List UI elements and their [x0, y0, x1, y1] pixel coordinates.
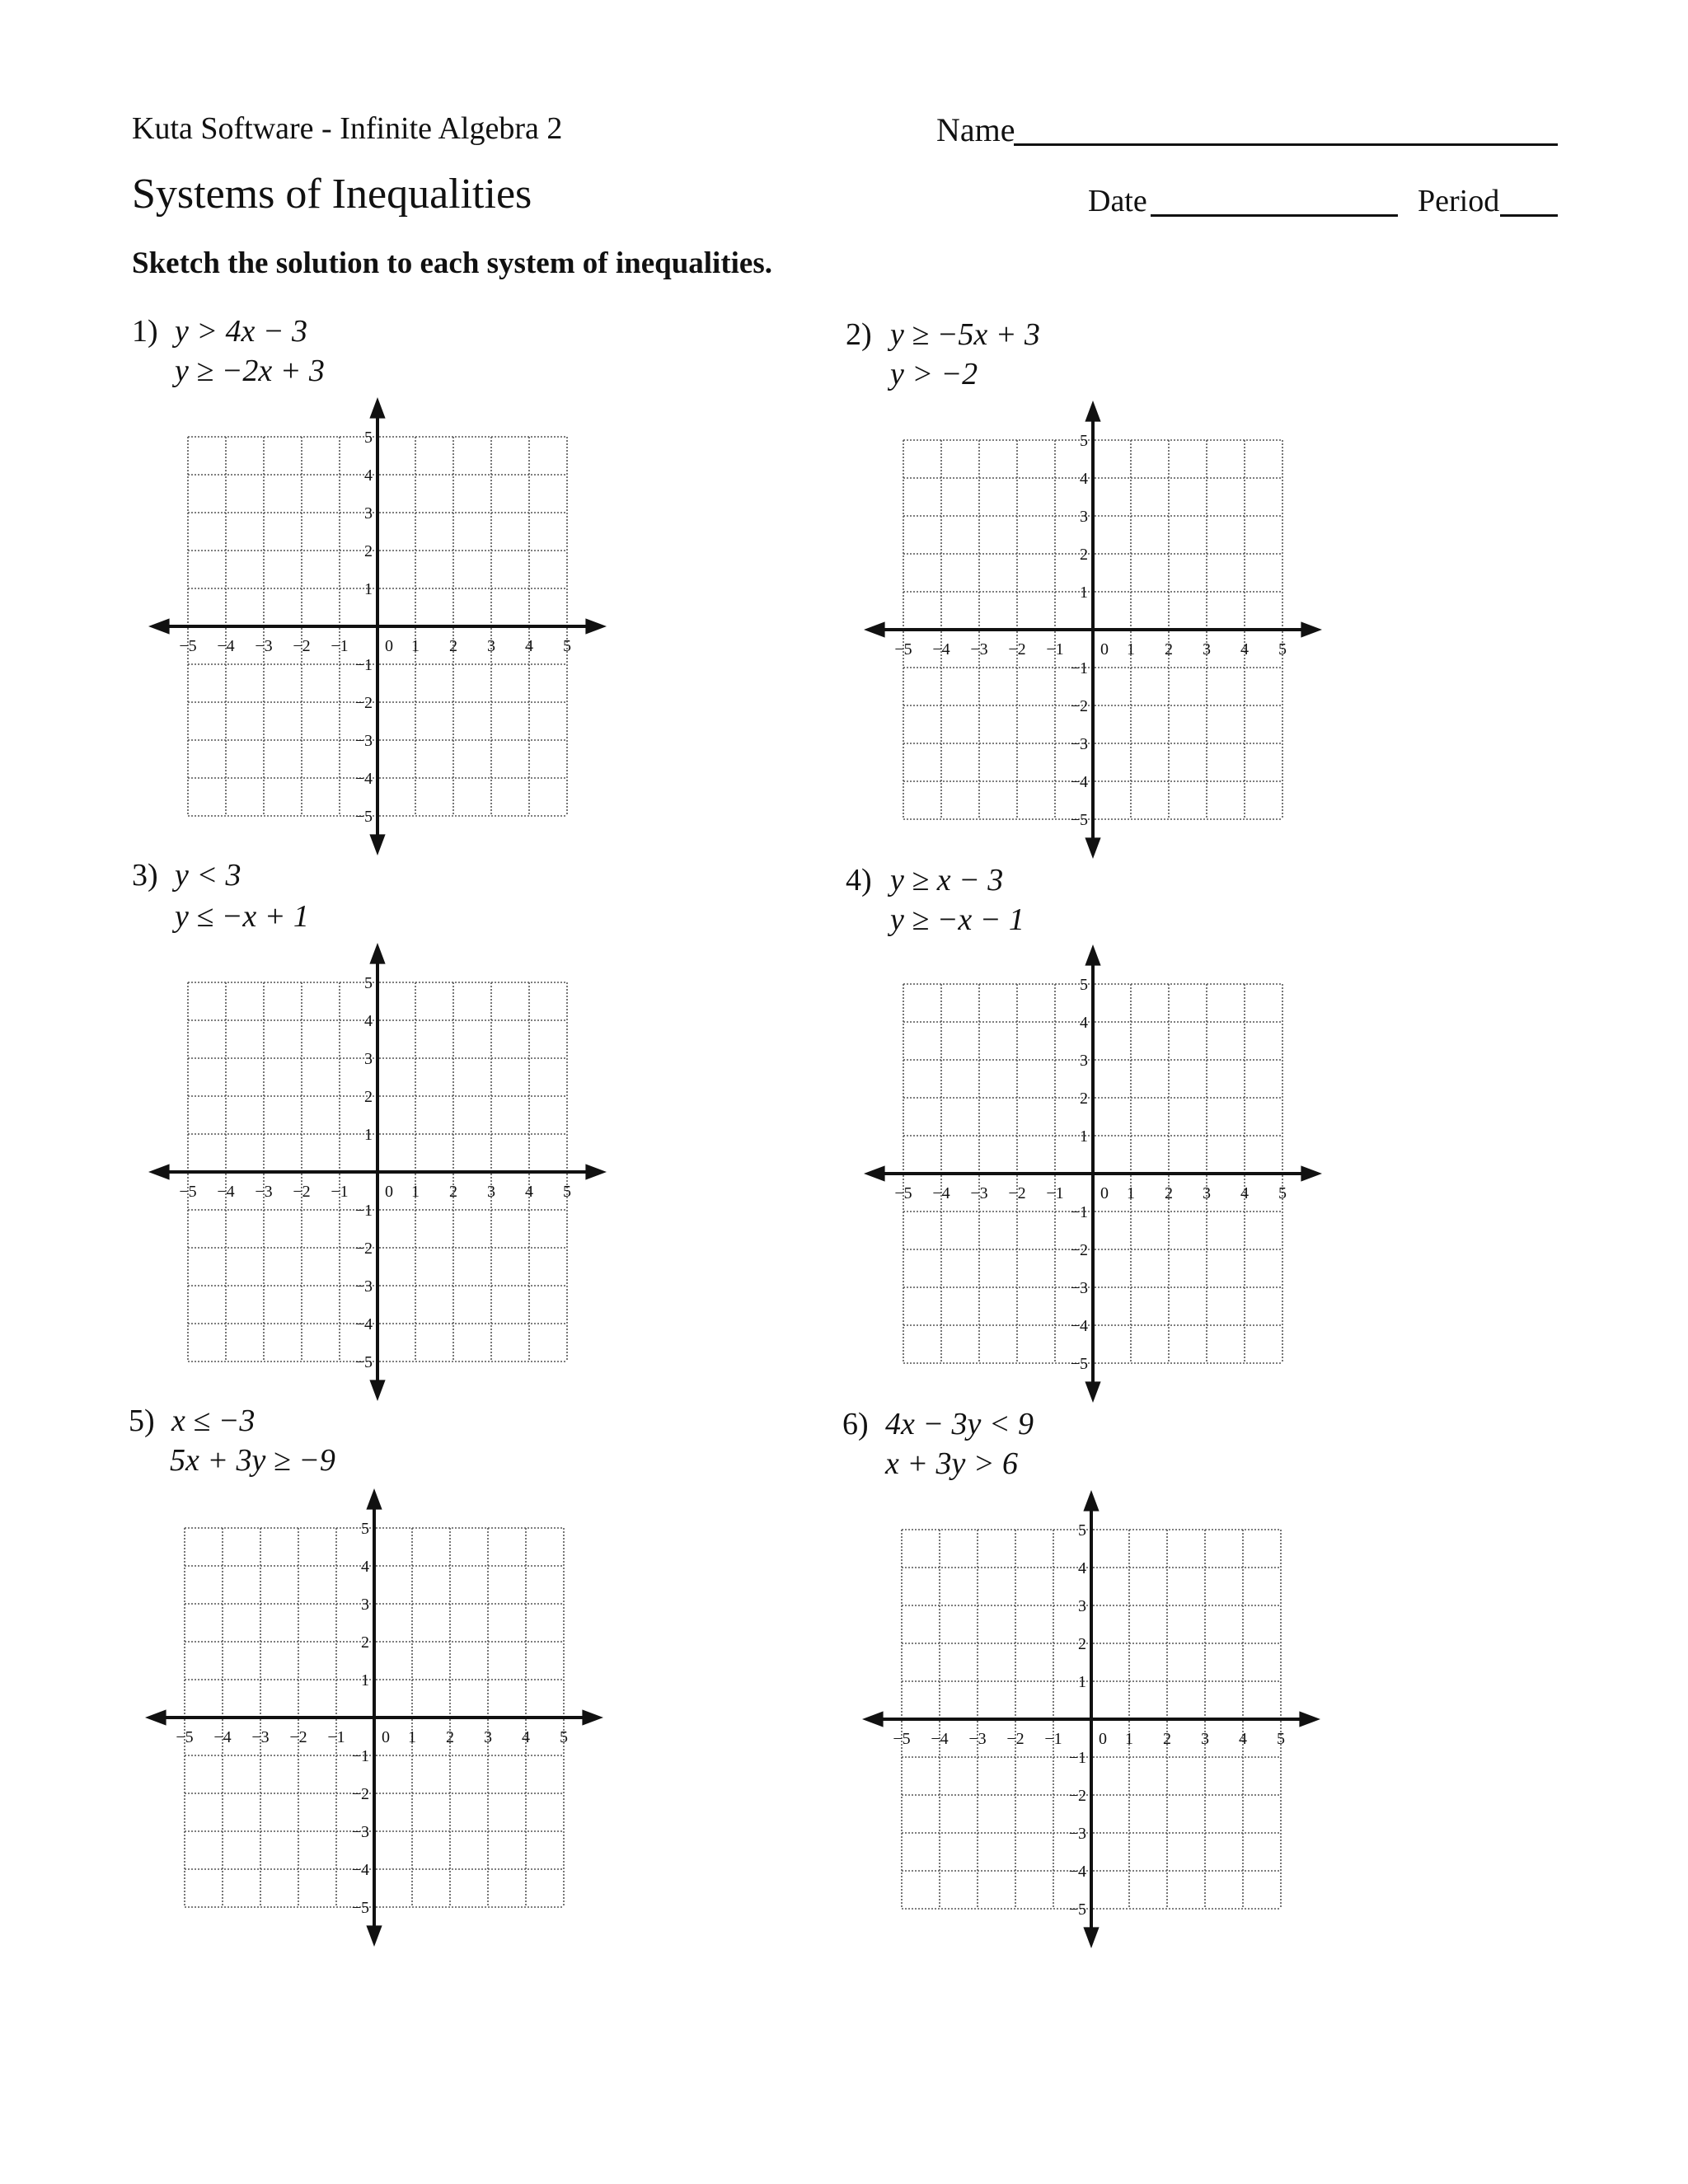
x-tick-label: −4: [213, 1728, 232, 1746]
x-tick-label: 3: [1201, 1730, 1209, 1748]
x-tick-label: 3: [487, 637, 495, 655]
x-tick-label: 4: [1240, 1184, 1249, 1202]
problem-1-inequality-1: y > 4x − 3: [175, 314, 308, 349]
y-tick-label: −3: [354, 732, 373, 750]
y-tick-label: −4: [1068, 1863, 1086, 1881]
grid-6: [862, 1490, 1320, 1948]
problem-3-number: 3): [132, 858, 158, 893]
problem-5-inequality-1: x ≤ −3: [171, 1404, 256, 1438]
y-tick-label: 5: [364, 429, 373, 447]
y-tick-label: 5: [364, 974, 373, 992]
y-tick-label: −4: [1070, 773, 1088, 791]
y-tick-label: −4: [1070, 1317, 1088, 1335]
arrow-down-icon: [366, 1925, 382, 1947]
arrow-left-icon: [145, 1709, 166, 1725]
x-tick-label: 3: [1203, 1184, 1211, 1202]
y-tick-label: 3: [364, 504, 373, 523]
date-label: Date: [1088, 184, 1147, 218]
x-tick-label: −5: [893, 1730, 911, 1748]
x-tick-label: 0: [385, 1183, 393, 1201]
x-tick-label: 4: [1239, 1730, 1247, 1748]
x-tick-label: 0: [1100, 640, 1109, 658]
y-tick-label: 5: [1078, 1521, 1086, 1540]
grid-2: [864, 401, 1322, 859]
x-tick-label: −5: [179, 637, 197, 655]
x-tick-label: −2: [1006, 1730, 1025, 1748]
x-tick-label: 1: [1127, 640, 1135, 658]
problem-6-number: 6): [842, 1407, 869, 1441]
y-tick-label: 1: [361, 1671, 369, 1690]
x-tick-label: −1: [1044, 1730, 1062, 1748]
software-name: Kuta Software - Infinite Algebra 2: [132, 111, 563, 146]
grid-5: [145, 1488, 603, 1947]
x-tick-label: 3: [484, 1728, 492, 1746]
y-tick-label: −1: [1068, 1749, 1086, 1767]
x-tick-label: −1: [327, 1728, 345, 1746]
problem-3-inequality-1: y < 3: [175, 858, 241, 893]
x-tick-label: −3: [255, 1183, 273, 1201]
arrow-up-icon: [366, 1488, 382, 1510]
x-tick-label: −2: [293, 637, 311, 655]
arrow-right-icon: [1299, 1711, 1320, 1727]
y-tick-label: −5: [354, 808, 373, 826]
arrow-right-icon: [585, 618, 607, 634]
y-tick-label: 2: [361, 1633, 369, 1652]
y-tick-label: 1: [364, 1126, 373, 1144]
y-tick-label: 4: [1078, 1559, 1086, 1577]
arrow-left-icon: [864, 1165, 885, 1181]
y-tick-label: 3: [1080, 1052, 1088, 1070]
x-tick-label: −5: [894, 1184, 912, 1202]
x-tick-label: −2: [1008, 640, 1026, 658]
x-tick-label: 2: [449, 637, 457, 655]
y-tick-label: −5: [354, 1353, 373, 1371]
y-tick-label: −3: [354, 1277, 373, 1296]
x-tick-label: 4: [1240, 640, 1249, 658]
x-tick-label: −5: [894, 640, 912, 658]
x-tick-label: 0: [1099, 1730, 1107, 1748]
y-tick-label: −5: [351, 1899, 369, 1917]
x-tick-label: 3: [1203, 640, 1211, 658]
arrow-left-icon: [864, 621, 885, 637]
y-tick-label: 4: [1080, 470, 1088, 488]
x-tick-label: 5: [1278, 640, 1287, 658]
y-tick-label: −1: [1070, 659, 1088, 677]
y-tick-label: −5: [1070, 1355, 1088, 1373]
arrow-down-icon: [369, 834, 385, 855]
instructions: Sketch the solution to each system of inequalities.: [132, 246, 772, 280]
y-tick-label: 2: [1080, 1090, 1088, 1108]
y-tick-label: 1: [1080, 583, 1088, 602]
worksheet-title: Systems of Inequalities: [132, 171, 532, 218]
x-tick-label: 1: [408, 1728, 416, 1746]
x-tick-label: −4: [217, 637, 235, 655]
problem-4-inequality-1: y ≥ x − 3: [890, 863, 1004, 898]
arrow-up-icon: [1085, 944, 1100, 966]
arrow-left-icon: [862, 1711, 884, 1727]
y-tick-label: −2: [1070, 697, 1088, 715]
grid-1: [148, 397, 607, 855]
x-tick-label: 1: [1125, 1730, 1133, 1748]
arrow-right-icon: [585, 1164, 607, 1179]
x-tick-label: −2: [289, 1728, 307, 1746]
y-tick-label: 1: [1080, 1127, 1088, 1146]
y-tick-label: 3: [361, 1596, 369, 1614]
x-tick-label: 2: [1165, 1184, 1173, 1202]
problem-2-number: 2): [846, 317, 872, 352]
x-tick-label: 5: [563, 1183, 571, 1201]
period-label: Period: [1418, 184, 1500, 218]
y-tick-label: 4: [364, 466, 373, 485]
y-tick-label: 5: [361, 1520, 369, 1538]
y-tick-label: 2: [364, 542, 373, 560]
y-tick-label: 5: [1080, 976, 1088, 994]
y-tick-label: −1: [354, 1202, 373, 1220]
y-tick-label: 3: [1080, 508, 1088, 526]
x-tick-label: 2: [449, 1183, 457, 1201]
x-tick-label: 0: [385, 637, 393, 655]
x-tick-label: 2: [1163, 1730, 1171, 1748]
y-tick-label: −5: [1070, 811, 1088, 829]
y-tick-label: 2: [1080, 546, 1088, 564]
x-tick-label: −1: [1046, 1184, 1064, 1202]
problem-2-inequality-1: y ≥ −5x + 3: [890, 317, 1040, 352]
y-tick-label: −5: [1068, 1900, 1086, 1919]
x-tick-label: 1: [411, 637, 420, 655]
x-tick-label: −4: [932, 640, 950, 658]
grid-3: [148, 943, 607, 1401]
arrow-up-icon: [369, 943, 385, 964]
x-tick-label: −5: [179, 1183, 197, 1201]
x-tick-label: 4: [525, 637, 533, 655]
y-tick-label: −1: [351, 1747, 369, 1765]
y-tick-label: 3: [364, 1050, 373, 1068]
arrow-right-icon: [582, 1709, 603, 1725]
problem-6-inequality-1: 4x − 3y < 9: [885, 1407, 1034, 1441]
y-tick-label: 1: [1078, 1673, 1086, 1691]
y-tick-label: 3: [1078, 1597, 1086, 1615]
x-tick-label: −3: [970, 1184, 988, 1202]
x-tick-label: −4: [931, 1730, 949, 1748]
y-tick-label: 2: [1078, 1635, 1086, 1653]
grid-4: [864, 944, 1322, 1403]
arrow-left-icon: [148, 1164, 170, 1179]
arrow-up-icon: [1083, 1490, 1099, 1511]
x-tick-label: 3: [487, 1183, 495, 1201]
y-tick-label: 4: [364, 1012, 373, 1030]
y-tick-label: −2: [1070, 1241, 1088, 1259]
problem-1-inequality-2: y ≥ −2x + 3: [175, 354, 325, 388]
y-tick-label: −2: [354, 694, 373, 712]
y-tick-label: −2: [354, 1240, 373, 1258]
y-tick-label: 4: [361, 1558, 369, 1576]
x-tick-label: 5: [563, 637, 571, 655]
x-tick-label: −1: [331, 637, 349, 655]
name-label: Name: [936, 111, 1015, 148]
arrow-down-icon: [1085, 1381, 1100, 1403]
problem-6-inequality-2: x + 3y > 6: [885, 1446, 1019, 1481]
x-tick-label: 5: [1277, 1730, 1285, 1748]
y-tick-label: −1: [1070, 1203, 1088, 1221]
y-tick-label: −4: [351, 1861, 369, 1879]
y-tick-label: −3: [1070, 1279, 1088, 1297]
x-tick-label: −4: [932, 1184, 950, 1202]
arrow-up-icon: [1085, 401, 1100, 422]
problem-5-inequality-2: 5x + 3y ≥ −9: [170, 1443, 335, 1478]
problem-3-inequality-2: y ≤ −x + 1: [175, 899, 309, 934]
arrow-down-icon: [1083, 1927, 1099, 1948]
x-tick-label: −3: [970, 640, 988, 658]
x-tick-label: 2: [1165, 640, 1173, 658]
x-tick-label: 0: [382, 1728, 390, 1746]
arrow-down-icon: [369, 1380, 385, 1401]
arrow-left-icon: [148, 618, 170, 634]
x-tick-label: 1: [1127, 1184, 1135, 1202]
x-tick-label: −5: [176, 1728, 194, 1746]
y-tick-label: 1: [364, 580, 373, 598]
y-tick-label: 4: [1080, 1014, 1088, 1032]
arrow-up-icon: [369, 397, 385, 419]
y-tick-label: −4: [354, 1315, 373, 1333]
x-tick-label: −3: [255, 637, 273, 655]
y-tick-label: −3: [1068, 1825, 1086, 1843]
y-tick-label: −3: [351, 1823, 369, 1841]
y-tick-label: 2: [364, 1088, 373, 1106]
arrow-right-icon: [1301, 621, 1322, 637]
x-tick-label: 0: [1100, 1184, 1109, 1202]
arrow-right-icon: [1301, 1165, 1322, 1181]
y-tick-label: −3: [1070, 735, 1088, 753]
y-tick-label: −1: [354, 656, 373, 674]
y-tick-label: 5: [1080, 432, 1088, 450]
x-tick-label: 1: [411, 1183, 420, 1201]
x-tick-label: 5: [560, 1728, 568, 1746]
arrow-down-icon: [1085, 837, 1100, 859]
x-tick-label: −1: [331, 1183, 349, 1201]
problem-1-number: 1): [132, 314, 158, 349]
x-tick-label: 2: [446, 1728, 454, 1746]
x-tick-label: −3: [251, 1728, 270, 1746]
x-tick-label: −4: [217, 1183, 235, 1201]
x-tick-label: 5: [1278, 1184, 1287, 1202]
problem-4-inequality-2: y ≥ −x − 1: [890, 902, 1025, 937]
problem-4-number: 4): [846, 863, 872, 898]
problem-2-inequality-2: y > −2: [890, 357, 978, 391]
y-tick-label: −2: [1068, 1787, 1086, 1805]
x-tick-label: 4: [522, 1728, 530, 1746]
y-tick-label: −2: [351, 1785, 369, 1803]
x-tick-label: −3: [968, 1730, 987, 1748]
x-tick-label: −2: [293, 1183, 311, 1201]
problem-5-number: 5): [129, 1404, 155, 1438]
x-tick-label: −1: [1046, 640, 1064, 658]
x-tick-label: −2: [1008, 1184, 1026, 1202]
x-tick-label: 4: [525, 1183, 533, 1201]
y-tick-label: −4: [354, 770, 373, 788]
